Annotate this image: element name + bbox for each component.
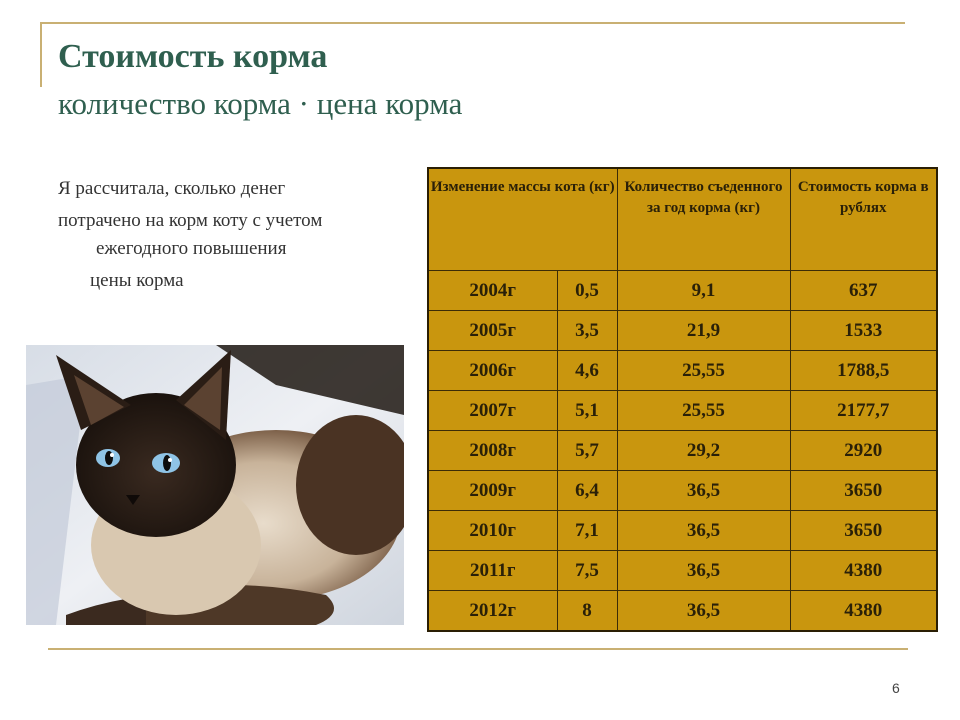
cell-year: 2005г xyxy=(428,311,557,351)
cell-year: 2004г xyxy=(428,271,557,311)
table-row xyxy=(428,511,937,551)
table-header-row xyxy=(428,168,937,271)
slide-subtitle: количество корма · цена корма xyxy=(58,86,463,121)
cell-year: 2011г xyxy=(428,551,557,591)
cell-year: 2010г xyxy=(428,511,557,551)
cell-year: 2006г xyxy=(428,351,557,391)
cell-year: 2008г xyxy=(428,431,557,471)
cell-mass: 5,7 xyxy=(557,431,617,471)
cell-mass: 0,5 xyxy=(557,271,617,311)
cell-mass: 8 xyxy=(557,591,617,632)
cell-year: 2007г xyxy=(428,391,557,431)
slide-title: Стоимость корма xyxy=(58,38,328,75)
cell-amount: 21,9 xyxy=(617,311,790,351)
table-row xyxy=(428,591,937,632)
body-line-3: ежегодного повышения xyxy=(96,238,287,259)
food-cost-table xyxy=(427,167,938,632)
table-row xyxy=(428,311,937,351)
header-mass-change: Изменение массы кота (кг) xyxy=(428,168,617,271)
cell-amount: 25,55 xyxy=(617,351,790,391)
cell-amount: 36,5 xyxy=(617,591,790,632)
cell-amount: 25,55 xyxy=(617,391,790,431)
cell-cost: 637 xyxy=(790,271,937,311)
cell-mass: 6,4 xyxy=(557,471,617,511)
cell-cost: 3650 xyxy=(790,471,937,511)
cell-cost: 1533 xyxy=(790,311,937,351)
cell-amount: 36,5 xyxy=(617,551,790,591)
cell-mass: 4,6 xyxy=(557,351,617,391)
cell-mass: 7,1 xyxy=(557,511,617,551)
cell-cost: 4380 xyxy=(790,591,937,632)
cell-year: 2009г xyxy=(428,471,557,511)
cell-cost: 2920 xyxy=(790,431,937,471)
siamese-cat-photo xyxy=(26,345,404,625)
cell-mass: 5,1 xyxy=(557,391,617,431)
table-row xyxy=(428,351,937,391)
body-line-4: цены корма xyxy=(90,270,184,291)
cell-amount: 36,5 xyxy=(617,511,790,551)
table-row xyxy=(428,551,937,591)
body-line-1: Я рассчитала, сколько денег xyxy=(58,178,286,199)
cell-amount: 9,1 xyxy=(617,271,790,311)
cell-mass: 3,5 xyxy=(557,311,617,351)
cell-cost: 4380 xyxy=(790,551,937,591)
body-line-2: потрачено на корм коту с учетом xyxy=(58,210,323,231)
cell-cost: 1788,5 xyxy=(790,351,937,391)
cell-cost: 3650 xyxy=(790,511,937,551)
table-row xyxy=(428,431,937,471)
cell-cost: 2177,7 xyxy=(790,391,937,431)
page-number: 6 xyxy=(892,680,900,696)
cell-mass: 7,5 xyxy=(557,551,617,591)
table-row xyxy=(428,471,937,511)
header-food-amount: Количество съеденного за год корма (кг) xyxy=(617,168,790,271)
bottom-divider xyxy=(48,648,908,650)
top-divider xyxy=(40,22,905,24)
cell-amount: 29,2 xyxy=(617,431,790,471)
header-cost: Стоимость корма в рублях xyxy=(790,168,937,271)
cell-amount: 36,5 xyxy=(617,471,790,511)
left-divider xyxy=(40,22,42,87)
table-row xyxy=(428,391,937,431)
table-row xyxy=(428,271,937,311)
cell-year: 2012г xyxy=(428,591,557,632)
